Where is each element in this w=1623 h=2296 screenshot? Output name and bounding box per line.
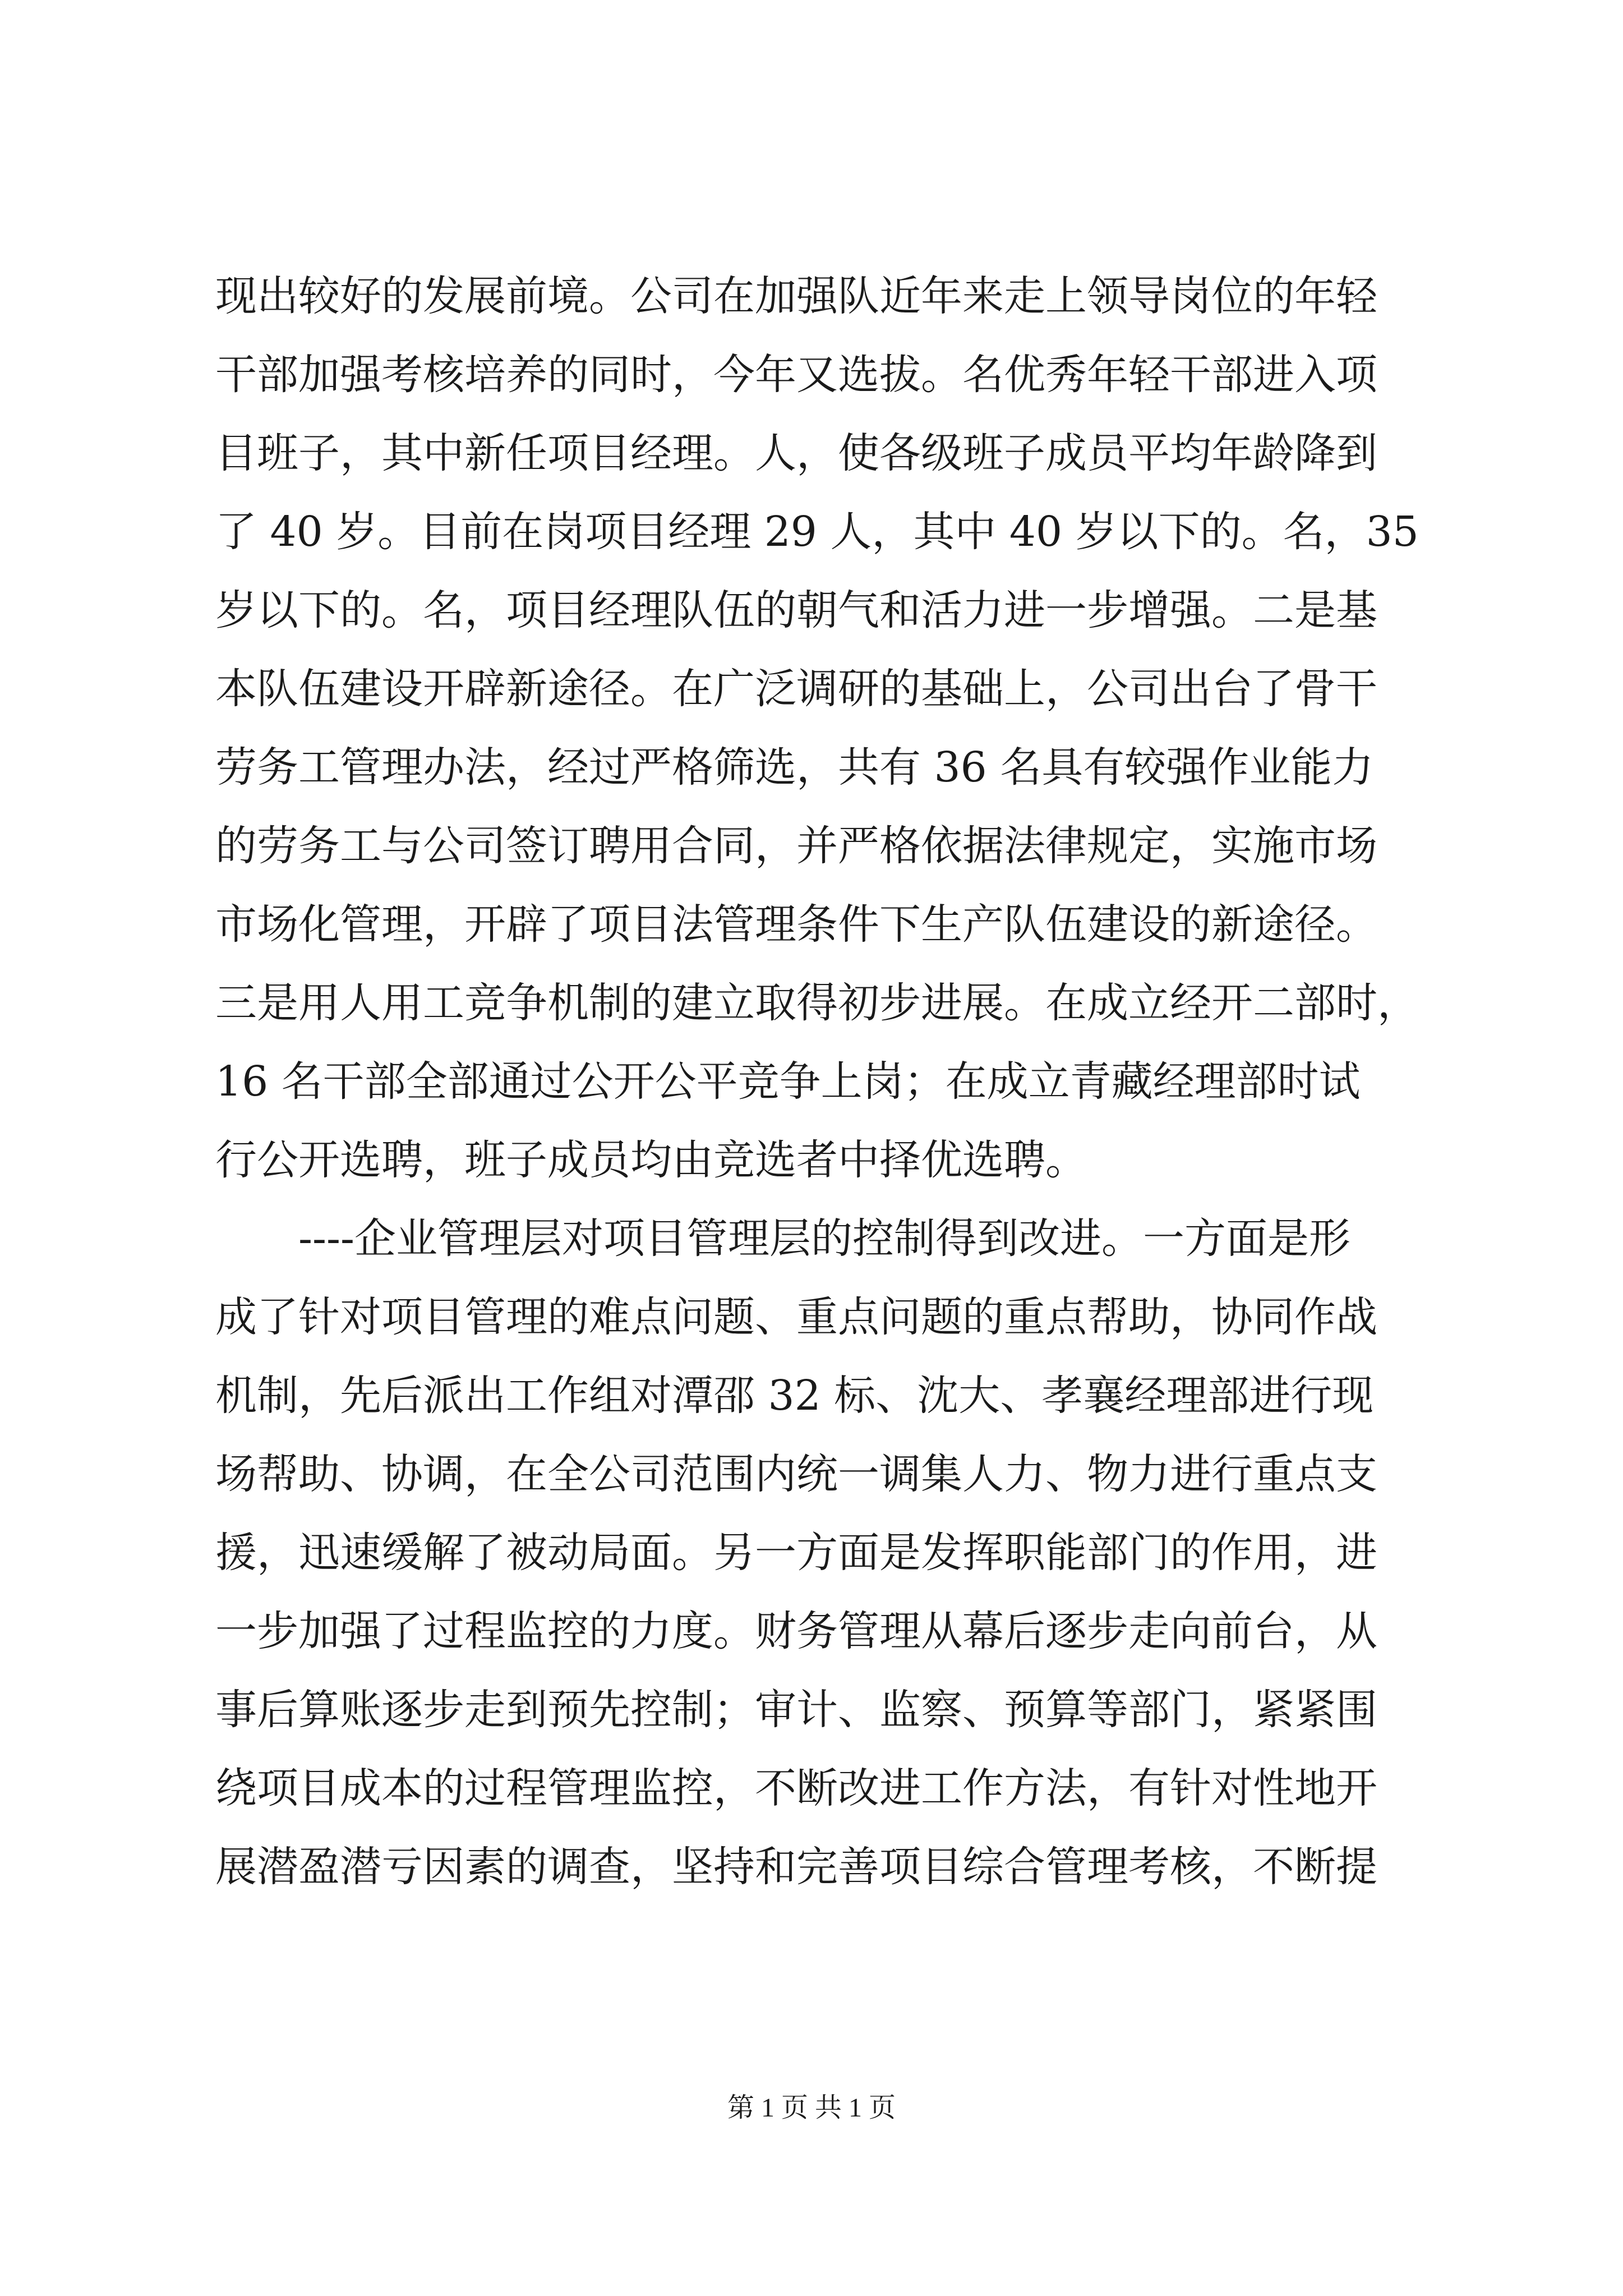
text-line: 援，迅速缓解了被动局面。另一方面是发挥职能部门的作用，进 bbox=[215, 1529, 1377, 1577]
text-line: 三是用人用工竞争机制的建立取得初步进展。在成立经开二部时， bbox=[215, 979, 1419, 1027]
text-line: 市场化管理，开辟了项目法管理条件下生产队伍建设的新途径。 bbox=[215, 900, 1377, 949]
text-line: 一步加强了过程监控的力度。财务管理从幕后逐步走向前台，从 bbox=[215, 1607, 1377, 1655]
text-line: 场帮助、协调，在全公司范围内统一调集人力、物力进行重点支 bbox=[215, 1450, 1377, 1498]
text-line: 机制，先后派出工作组对潭邵 32 标、沈大、孝襄经理部进行现 bbox=[215, 1372, 1374, 1420]
text-line: 现出较好的发展前境。公司在加强队近年来走上领导岗位的年轻 bbox=[215, 272, 1377, 320]
body-text bbox=[215, 257, 1424, 1906]
text-line: 16 名干部全部通过公开公平竞争上岗；在成立青藏经理部时试 bbox=[215, 1057, 1361, 1106]
text-line: 展潜盈潜亏因素的调查，坚持和完善项目综合管理考核，不断提 bbox=[215, 1843, 1377, 1891]
page-number-footer: 第 1 页 共 1 页 bbox=[727, 2093, 896, 2123]
text-line: 事后算账逐步走到预先控制；审计、监察、预算等部门，紧紧围 bbox=[215, 1686, 1377, 1734]
text-line: ----企业管理层对项目管理层的控制得到改进。一方面是形 bbox=[215, 1214, 1351, 1263]
text-line: 干部加强考核培养的同时，今年又选拔。名优秀年轻干部进入项 bbox=[215, 351, 1377, 399]
text-line: 绕项目成本的过程管理监控，不断改进工作方法，有针对性地开 bbox=[215, 1764, 1377, 1812]
text-line: 成了针对项目管理的难点问题、重点问题的重点帮助，协同作战 bbox=[215, 1293, 1377, 1341]
text-line: 本队伍建设开辟新途径。在广泛调研的基础上，公司出台了骨干 bbox=[215, 665, 1377, 713]
text-line: 了 40 岁。目前在岗项目经理 29 人，其中 40 岁以下的。名，35 bbox=[215, 508, 1419, 556]
text-line: 的劳务工与公司签订聘用合同，并严格依据法律规定，实施市场 bbox=[215, 822, 1377, 870]
text-line: 目班子，其中新任项目经理。人，使各级班子成员平均年龄降到 bbox=[215, 429, 1377, 477]
text-line: 行公开选聘，班子成员均由竞选者中择优选聘。 bbox=[215, 1136, 1087, 1184]
text-line: 劳务工管理办法，经过严格筛选，共有 36 名具有较强作业能力 bbox=[215, 743, 1374, 792]
text-line: 岁以下的。名，项目经理队伍的朝气和活力进一步增强。二是基 bbox=[215, 586, 1377, 634]
